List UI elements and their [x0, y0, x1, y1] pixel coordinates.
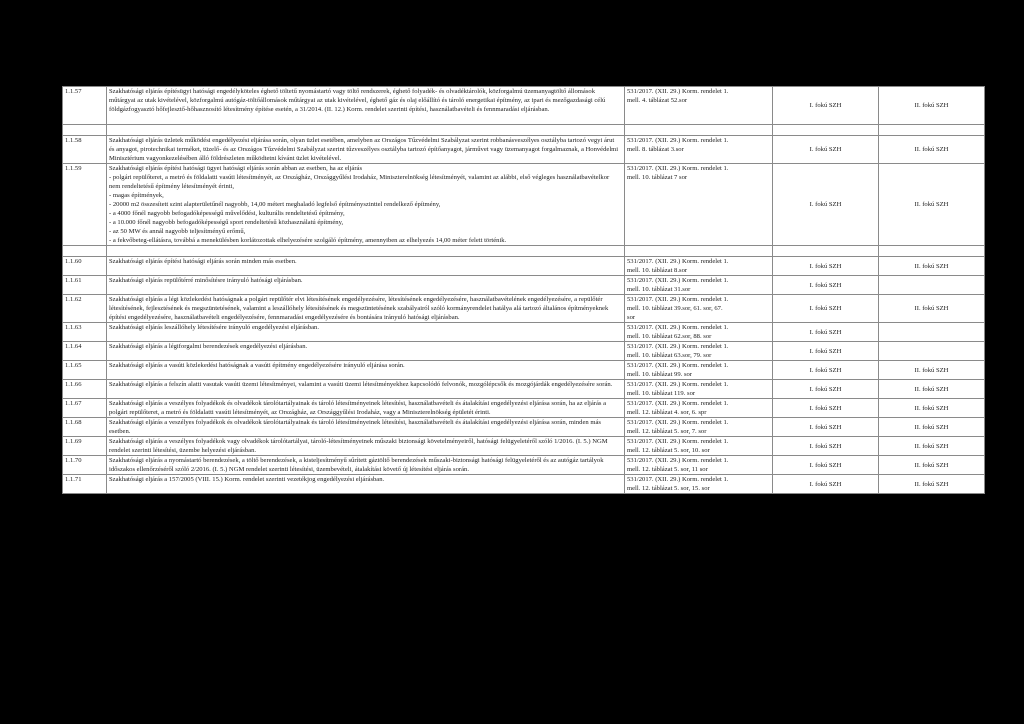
- row-id: 1.1.61: [63, 276, 107, 295]
- row-second-instance: II. fokú SZH: [879, 164, 985, 246]
- row-description: Szakhatósági eljárás a nyomástartó berendezések, a töltő berendezések, a kisteljesítményű sűrített gáztöltő berendezések műszaki-biztonsági hatósági felügyeletéről és az autógáz tartályok időszakos ellenőrzéséről szóló 2/2016. (I. 5.) NGM rendelet szerinti létesítési, üzembevételi, átalakítási követő új létesítési eljárás során.: [107, 456, 625, 475]
- row-id: 1.1.60: [63, 257, 107, 276]
- row-first-instance: I. fokú SZH: [773, 342, 879, 361]
- row-first-instance: I. fokú SZH: [773, 437, 879, 456]
- table-row: [63, 456, 985, 475]
- table-row: [63, 276, 985, 295]
- row-legal-reference: 531/2017. (XII. 29.) Korm. rendelet 1. mell. 12. táblázat 5. sor, 10. sor: [625, 437, 773, 456]
- row-id: 1.1.65: [63, 361, 107, 380]
- row-legal-reference: 531/2017. (XII. 29.) Korm. rendelet 1. mell. 10. táblázat 99. sor: [625, 361, 773, 380]
- row-legal-reference: 531/2017. (XII. 29.) Korm. rendelet 1. mell. 10. táblázat 31.sor: [625, 276, 773, 295]
- row-first-instance: I. fokú SZH: [773, 399, 879, 418]
- table-spacer: [63, 246, 985, 257]
- row-legal-reference: 531/2017. (XII. 29.) Korm. rendelet 1. mell. 10. táblázat 62.sor, 88. sor: [625, 323, 773, 342]
- row-description: Szakhatósági eljárás leszállóhely létesítésére irányuló engedélyezési eljárásban.: [107, 323, 625, 342]
- table-row: [63, 295, 985, 323]
- row-description: Szakhatósági eljárás építési hatósági ügyei hatósági eljárás során abban az esetben, ha az eljárás - polgári repülőteret, a metró és földalatti vasúti létesítményét, az Országház, Országgyűlési Irodaház, Miniszterelnökség létesítményét, valamint az alábbi, első végleges használatbavételkor nem rendeltetésű építmény létesítményét érinti, - magas építmények, - 20000 m2 összesített szint alapterületűnél nagyobb, 14,00 métert meghaladó legfelső építményszinttel rendelkező építmény, - a 4000 főnél nagyobb befogadóképességű művelődési, kulturális rendeltetésű építmény, - a 10.000 főnél nagyobb befogadóképességű sport rendeltetésű közhasználatú építmény, - az 50 MW és annál nagyobb teljesítményű erőmű, - a fekvőbeteg-ellátásra, továbbá a menekülésben korlátozottak elhelyezésére szolgáló építmény, amennyiben az elhelyezés 14,00 méter felett történik.: [107, 164, 625, 246]
- table-row: [63, 164, 985, 246]
- table-row: [63, 418, 985, 437]
- row-first-instance: I. fokú SZH: [773, 87, 879, 125]
- row-second-instance: II. fokú SZH: [879, 295, 985, 323]
- row-first-instance: I. fokú SZH: [773, 323, 879, 342]
- row-id: 1.1.71: [63, 475, 107, 494]
- row-first-instance: I. fokú SZH: [773, 136, 879, 164]
- row-second-instance: [879, 342, 985, 361]
- row-legal-reference: 531/2017. (XII. 29.) Korm. rendelet 1. mell. 10. táblázat 39.sor, 61. sor, 67. sor: [625, 295, 773, 323]
- row-first-instance: I. fokú SZH: [773, 295, 879, 323]
- row-second-instance: II. fokú SZH: [879, 361, 985, 380]
- row-first-instance: I. fokú SZH: [773, 257, 879, 276]
- row-description: Szakhatósági eljárás építési hatósági eljárás során minden más esetben.: [107, 257, 625, 276]
- row-description: Szakhatósági eljárás üzletek működési engedélyezési eljárása során, olyan üzlet esetében, amelyben az Országos Tűzvédelmi Szabályzat szerint robbanásveszélyes osztályba tartozó vegyi árut és anyagot, pirotechnikai terméket, tüzelő- és az Országos Tűzvédelmi Szabályzat szerint tűzveszélyes osztályba tartozó építőanyagot, járművet vagy üzemanyagot forgalmaznak, a Honvédelmi Minisztérium vagyonkezelésében álló földrészleten működtetni kívánt üzlet kivételével.: [107, 136, 625, 164]
- row-first-instance: I. fokú SZH: [773, 475, 879, 494]
- table-row: [63, 399, 985, 418]
- row-legal-reference: 531/2017. (XII. 29.) Korm. rendelet 1. mell. 12. táblázat 5. sor, 11 sor: [625, 456, 773, 475]
- procedure-table: [62, 86, 985, 494]
- table-spacer: [63, 125, 985, 136]
- row-description: Szakhatósági eljárás a veszélyes folyadékok vagy olvadékok tárolótartályai, tároló-létesítményeinek műszaki biztonsági követelményeiről, hatósági felügyeletéről szóló 1/2016. (I. 5.) NGM rendelet szerinti létesítési, üzembe helyezési eljárásban.: [107, 437, 625, 456]
- row-id: 1.1.69: [63, 437, 107, 456]
- row-second-instance: II. fokú SZH: [879, 475, 985, 494]
- table-row: [63, 87, 985, 125]
- row-description: Szakhatósági eljárás a felszín alatti vasutak vasúti üzemi létesítményei, valamint a vasúti üzemi létesítményekhez kapcsolódó felvonók, mozgólépcsők és mozgójárdák engedélyezésére során.: [107, 380, 625, 399]
- row-legal-reference: 531/2017. (XII. 29.) Korm. rendelet 1. mell. 4. táblázat 52.sor: [625, 87, 773, 125]
- row-description: Szakhatósági eljárás építésügyi hatósági engedélyköteles éghető töltetű nyomástartó vagy töltő rendszerek, éghető folyadék- és olvadéktárolók, közforgalmú üzemanyagtöltő állomások műtárgyai az utak kivételével, közforgalmú autógáz-töltőállomások műtárgyai az utak kivételével, éghető gáz és olaj előállító és tároló energetikai építmény, az ipari és mezőgazdasági célú földgázfogyasztó hőfejlesztő-hőhasznosító létesítmény építése esetén, a 31/2014. (II. 12.) Korm. rendelet szerinti építési, használatbavételi és fennmaradási eljárásban.: [107, 87, 625, 125]
- row-id: 1.1.66: [63, 380, 107, 399]
- row-id: 1.1.58: [63, 136, 107, 164]
- table-row: [63, 380, 985, 399]
- row-description: Szakhatósági eljárás a légiforgalmi berendezések engedélyezési eljárásban.: [107, 342, 625, 361]
- row-second-instance: II. fokú SZH: [879, 380, 985, 399]
- row-second-instance: II. fokú SZH: [879, 418, 985, 437]
- row-legal-reference: 531/2017. (XII. 29.) Korm. rendelet 1. mell. 12. táblázat 5. sor, 15. sor: [625, 475, 773, 494]
- row-description: Szakhatósági eljárás a veszélyes folyadékok és olvadékok tárolótartályainak és tároló létesítményeinek létesítési, használatbavételi és átalakítási engedélyezési eljárása során, ha az eljárás a polgári repülőteret, a metró és földalatti vasúti létesítményét, az Országház, az Országgyűlési Irodaház, vagy a Miniszterelnökség épületét érinti.: [107, 399, 625, 418]
- row-id: 1.1.63: [63, 323, 107, 342]
- row-first-instance: I. fokú SZH: [773, 380, 879, 399]
- row-legal-reference: 531/2017. (XII. 29.) Korm. rendelet 1. mell. 8. táblázat 3.sor: [625, 136, 773, 164]
- row-legal-reference: 531/2017. (XII. 29.) Korm. rendelet 1. mell. 12. táblázat 4. sor, 6. spr: [625, 399, 773, 418]
- row-first-instance: I. fokú SZH: [773, 418, 879, 437]
- row-first-instance: I. fokú SZH: [773, 164, 879, 246]
- row-first-instance: I. fokú SZH: [773, 361, 879, 380]
- row-id: 1.1.70: [63, 456, 107, 475]
- row-description: Szakhatósági eljárás a veszélyes folyadékok és olvadékok tárolótartályainak és tároló létesítményeinek létesítési, használatbavételi és átalakítási engedélyezési eljárása során, minden más esetben.: [107, 418, 625, 437]
- row-id: 1.1.59: [63, 164, 107, 246]
- row-description: Szakhatósági eljárás repülőtérré minősítésre irányuló hatósági eljárásban.: [107, 276, 625, 295]
- row-id: 1.1.57: [63, 87, 107, 125]
- table-row: [63, 323, 985, 342]
- row-second-instance: II. fokú SZH: [879, 87, 985, 125]
- row-second-instance: II. fokú SZH: [879, 257, 985, 276]
- row-id: 1.1.67: [63, 399, 107, 418]
- row-id: 1.1.62: [63, 295, 107, 323]
- row-second-instance: II. fokú SZH: [879, 399, 985, 418]
- table-row: [63, 257, 985, 276]
- table-row: [63, 136, 985, 164]
- row-legal-reference: 531/2017. (XII. 29.) Korm. rendelet 1. mell. 10. táblázat 119. sor: [625, 380, 773, 399]
- row-legal-reference: 531/2017. (XII. 29.) Korm. rendelet 1. mell. 10. táblázat 63.sor, 79. sor: [625, 342, 773, 361]
- row-second-instance: [879, 276, 985, 295]
- row-id: 1.1.68: [63, 418, 107, 437]
- row-description: Szakhatósági eljárás a 157/2005 (VIII. 15.) Korm. rendelet szerinti vezetékjog engedélyezési eljárásban.: [107, 475, 625, 494]
- row-legal-reference: 531/2017. (XII. 29.) Korm. rendelet 1. mell. 12. táblázat 5. sor, 7. sor: [625, 418, 773, 437]
- table-row: [63, 475, 985, 494]
- row-second-instance: II. fokú SZH: [879, 437, 985, 456]
- row-first-instance: I. fokú SZH: [773, 276, 879, 295]
- table-row: [63, 342, 985, 361]
- row-second-instance: [879, 323, 985, 342]
- row-first-instance: I. fokú SZH: [773, 456, 879, 475]
- row-second-instance: II. fokú SZH: [879, 456, 985, 475]
- row-id: 1.1.64: [63, 342, 107, 361]
- table-row: [63, 361, 985, 380]
- row-description: Szakhatósági eljárás a légi közlekedési hatóságnak a polgári repülőtér elvi létesítésének engedélyezésére, létesítésének engedélyezésére, használatbavételének engedélyezésére, a repülőtér létesítésének, fejlesztésének és megszüntetésének, valamint a leszállóhely létesítésének és megszüntetésének szabályairól szóló kormányrendelet hatálya alá tartozó általános építményeknek építési engedélyezésére, használatbavételi engedélyezésére, fennmaradási engedélyezésére és bontására irányuló hatósági eljárásban.: [107, 295, 625, 323]
- row-description: Szakhatósági eljárás a vasúti közlekedési hatóságnak a vasúti építmény engedélyezésére irányuló eljárása során.: [107, 361, 625, 380]
- row-second-instance: II. fokú SZH: [879, 136, 985, 164]
- row-legal-reference: 531/2017. (XII. 29.) Korm. rendelet 1. mell. 10. táblázat 8.sor: [625, 257, 773, 276]
- table-row: [63, 437, 985, 456]
- row-legal-reference: 531/2017. (XII. 29.) Korm. rendelet 1. mell. 10. táblázat 7 sor: [625, 164, 773, 246]
